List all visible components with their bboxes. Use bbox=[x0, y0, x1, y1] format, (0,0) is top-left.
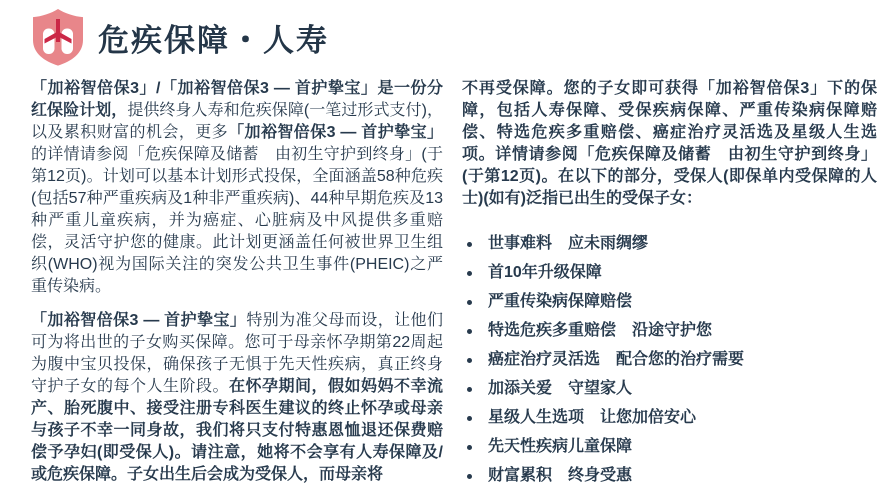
benefit-item: 加添关爱 守望家人 bbox=[462, 378, 877, 400]
left-column bbox=[31, 78, 443, 498]
text-segment: 特别为准父母而设，让他们可为将出世的子女购买保障。您可于母亲怀孕期第22周起为腹中宝贝投保，确保孩子无惧于先天性疾病，真正终身守护子女的每个人生阶段。 bbox=[31, 312, 443, 395]
benefit-item: 特选危疾多重赔偿 沿途守护您 bbox=[462, 320, 877, 342]
lungs-shield-svg bbox=[30, 8, 86, 66]
text-segment: 「加裕智倍保3」/「加裕智倍保3 — 首护挚宝」是一份分红保险计划， bbox=[31, 80, 443, 119]
text-segment: 「加裕智倍保3 — 首护挚宝」 bbox=[31, 312, 247, 329]
benefit-item: 财富累积 终身受惠 bbox=[462, 465, 877, 487]
benefit-list bbox=[462, 233, 877, 487]
benefit-item: 严重传染病保障赔偿 bbox=[462, 291, 877, 313]
intro-paragraph-1 bbox=[31, 78, 443, 298]
benefit-item: 星级人生选项 让您加倍安心 bbox=[462, 407, 877, 429]
intro-paragraph-2 bbox=[31, 310, 443, 486]
benefit-item: 世事难料 应未雨绸缪 bbox=[462, 233, 877, 255]
page-header bbox=[30, 8, 329, 66]
right-column bbox=[462, 78, 877, 498]
benefit-item: 癌症治疗灵活选 配合您的治疗需要 bbox=[462, 349, 877, 371]
page-title: 危疾保障・人寿 bbox=[98, 22, 329, 58]
content-columns bbox=[31, 78, 877, 498]
text-segment: 提供终身人寿和危疾保障(一笔过形式支付)，以及累积财富的机会，更多 bbox=[31, 102, 443, 141]
text-segment: 的详情请参阅「危疾保障及储蓄 由初生守护到终身」(于第12页)。计划可以基本计划形式投保，全面涵盖58种危疾(包括57种严重疾病及1种非严重疾病)、44种早期危疾及13种严重儿童疾病，并为癌症、心脏病及中风提供多重赔偿，灵活守护您的健康。此计划更涵盖任何被世界卫生组织(WHO)视为国际关注的突发公共卫生事件(PHEIC)之严重传染病。 bbox=[31, 146, 443, 295]
benefit-item: 首10年升级保障 bbox=[462, 262, 877, 284]
text-segment: 「加裕智倍保3 — 首护挚宝」 bbox=[228, 124, 443, 141]
text-segment: 在怀孕期间，假如妈妈不幸流产、胎死腹中、接受注册专科医生建议的终止怀孕或母亲与孩子不幸一同身故，我们将只支付特惠恩恤退还保费赔偿予孕妇(即受保人)。请注意，她将不会享有人寿保障及/或危疾保障。子女出生后会成为受保人，而母亲将 bbox=[31, 378, 443, 483]
benefit-item: 先天性疾病儿童保障 bbox=[462, 436, 877, 458]
continuation-paragraph bbox=[462, 78, 877, 210]
lungs-shield-icon bbox=[30, 8, 86, 66]
text-segment: 不再受保障。您的子女即可获得「加裕智倍保3」下的保障，包括人寿保障、受保疾病保障、严重传染病保障赔偿、特选危疾多重赔偿、癌症治疗灵活选及星级人生选项。详情请参阅「危疾保障及储蓄 由初生守护到终身」(于第12页)。在以下的部分，受保人(即保单内受保障的人士)(如有)泛指已出生的受保子女： bbox=[462, 80, 877, 207]
